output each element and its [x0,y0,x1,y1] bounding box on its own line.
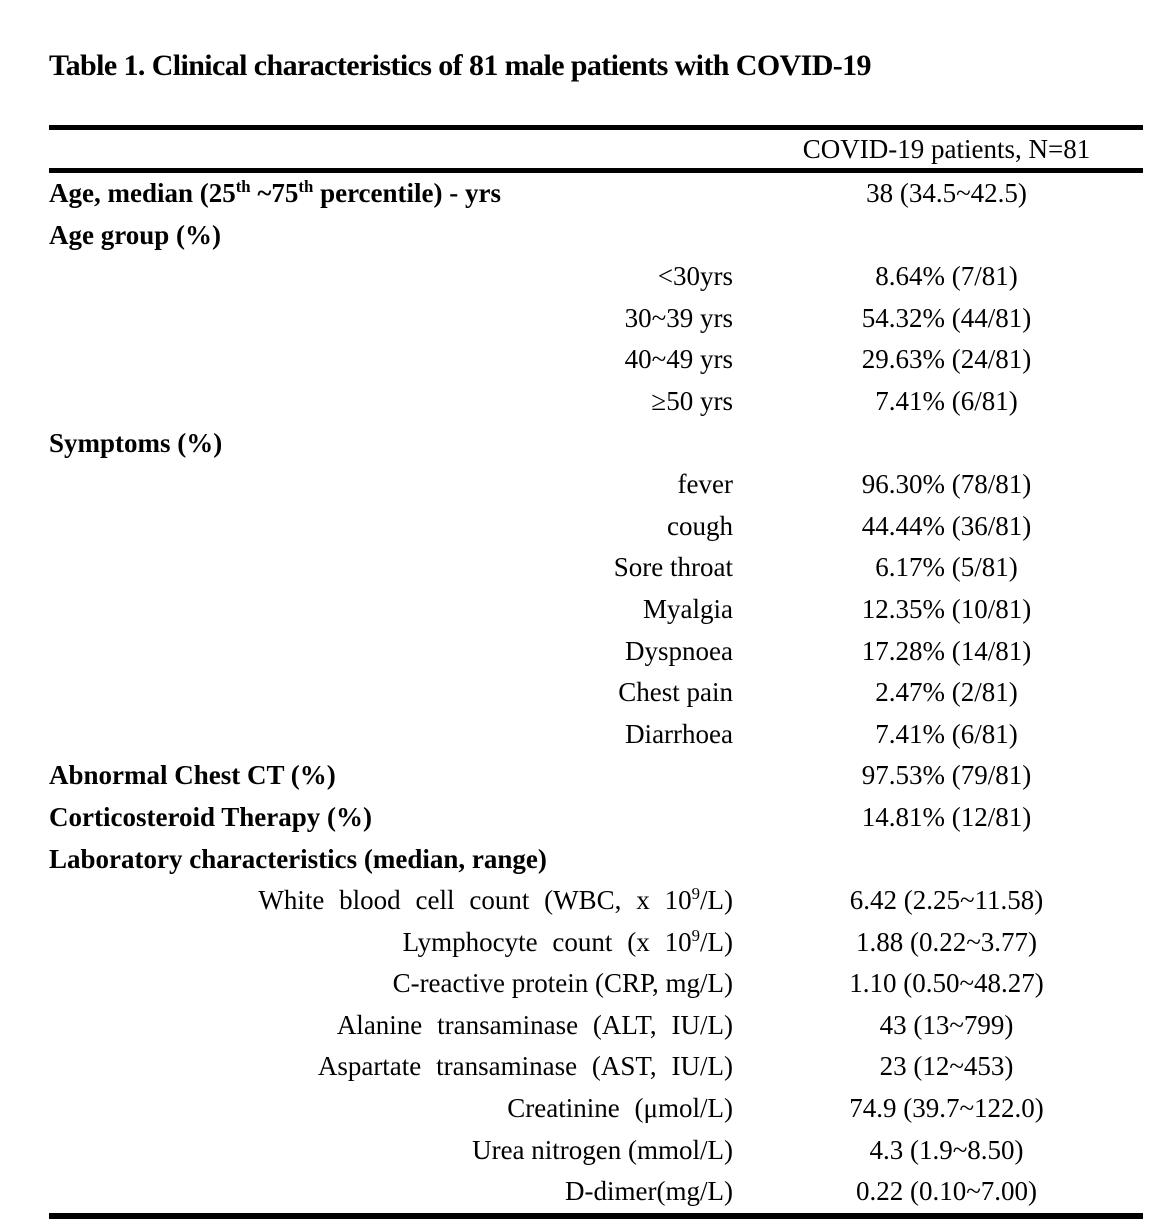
row-label: 30~39 yrs [624,302,733,333]
table-bottom-rule [49,1213,1143,1219]
row-value: 1.10 (0.50~48.27) [849,968,1044,999]
superscript: 9 [691,925,700,945]
row-value [750,215,1143,257]
row-label: Alanine transaminase (ALT, IU/L) [336,1009,733,1040]
row-label: ≥50 yrs [651,385,733,416]
row-value: 12.35% (10/81) [861,593,1032,624]
table-row [49,547,1143,589]
header-patients-cell: COVID-19 patients, N=81 [802,133,1091,164]
table-row [49,631,1143,673]
row-label-text: percentile) - yrs [313,178,501,208]
row-value: 74.9 (39.7~122.0) [849,1093,1044,1124]
table-row [49,215,1143,257]
superscript: 9 [691,884,700,904]
row-label: fever [677,469,733,500]
table-row [49,381,1143,423]
table-row [49,797,1143,839]
row-label: Diarrhoea [625,718,733,749]
table-header-row [49,130,1143,168]
row-label [49,922,750,964]
table-row [49,922,1143,964]
row-value: 7.41% (6/81) [875,385,1018,416]
row-value [750,423,1143,465]
row-value: 96.30% (78/81) [861,469,1032,500]
row-label: Myalgia [643,593,733,624]
row-label: Aspartate transaminase (AST, IU/L) [317,1051,733,1082]
table-row [49,714,1143,756]
row-label: Dyspnoea [625,635,733,666]
table-row [49,1046,1143,1088]
table-row [49,423,1143,465]
row-value: 6.42 (2.25~11.58) [849,885,1044,916]
clinical-characteristics-table [49,125,1143,1219]
row-label: <30yrs [657,261,733,292]
table-row [49,1130,1143,1172]
row-label: Corticosteroid Therapy (%) [49,801,372,832]
row-label [49,173,750,215]
row-label-text: /L) [700,885,733,916]
row-value: 4.3 (1.9~8.50) [869,1134,1024,1165]
table-row [49,589,1143,631]
row-value: 97.53% (79/81) [861,760,1032,791]
row-label: Chest pain [618,677,733,708]
table-caption: Table 1. Clinical characteristics of 81 male patients with COVID-19 [49,49,871,82]
table-row [49,1088,1143,1130]
row-label: Age group (%) [49,219,221,250]
row-label: 40~49 yrs [624,344,733,375]
row-label: Abnormal Chest CT (%) [49,760,336,791]
row-value: 43 (13~799) [879,1009,1014,1040]
superscript: th [235,177,251,196]
table-row [49,1005,1143,1047]
table-row [49,464,1143,506]
row-value: 14.81% (12/81) [861,801,1032,832]
table-row [49,755,1143,797]
row-value: 0.22 (0.10~7.00) [855,1176,1038,1207]
row-value: 38 (34.5~42.5) [866,178,1027,208]
row-label-text: White blood cell count (WBC, x 10 [258,885,692,916]
row-value: 23 (12~453) [879,1051,1014,1082]
row-label-text: Age, median (25 [49,178,236,208]
row-label-text: /L) [700,926,733,957]
row-label: Sore throat [613,552,733,583]
table-row [49,256,1143,298]
row-value: 54.32% (44/81) [861,302,1032,333]
row-value: 1.88 (0.22~3.77) [855,926,1038,957]
superscript: th [298,177,314,196]
row-value: 2.47% (2/81) [875,677,1018,708]
table-row [49,298,1143,340]
row-label-text: Lymphocyte count (x 10 [402,926,692,957]
row-label: Laboratory characteristics (median, range) [49,843,547,874]
table-row [49,963,1143,1005]
row-label: Creatinine (μmol/L) [507,1093,733,1124]
table-row [49,173,1143,215]
table-row [49,880,1143,922]
row-label-text: ~75 [250,178,299,208]
row-value: 29.63% (24/81) [861,344,1032,375]
row-label: Symptoms (%) [49,427,223,458]
row-label: cough [667,510,733,541]
page [49,0,1143,1219]
table-row [49,672,1143,714]
row-value: 8.64% (7/81) [875,261,1018,292]
row-value: 44.44% (36/81) [861,510,1032,541]
table-row [49,839,1143,881]
row-value: 17.28% (14/81) [861,635,1032,666]
row-value: 6.17% (5/81) [875,552,1018,583]
table-row [49,339,1143,381]
table-row [49,506,1143,548]
row-label: Urea nitrogen (mmol/L) [472,1134,733,1165]
row-label: C-reactive protein (CRP, mg/L) [392,968,733,999]
row-value: 7.41% (6/81) [875,718,1018,749]
row-label [49,880,750,922]
row-value [750,839,1143,881]
table-row [49,1171,1143,1213]
row-label: D-dimer(mg/L) [565,1176,733,1207]
